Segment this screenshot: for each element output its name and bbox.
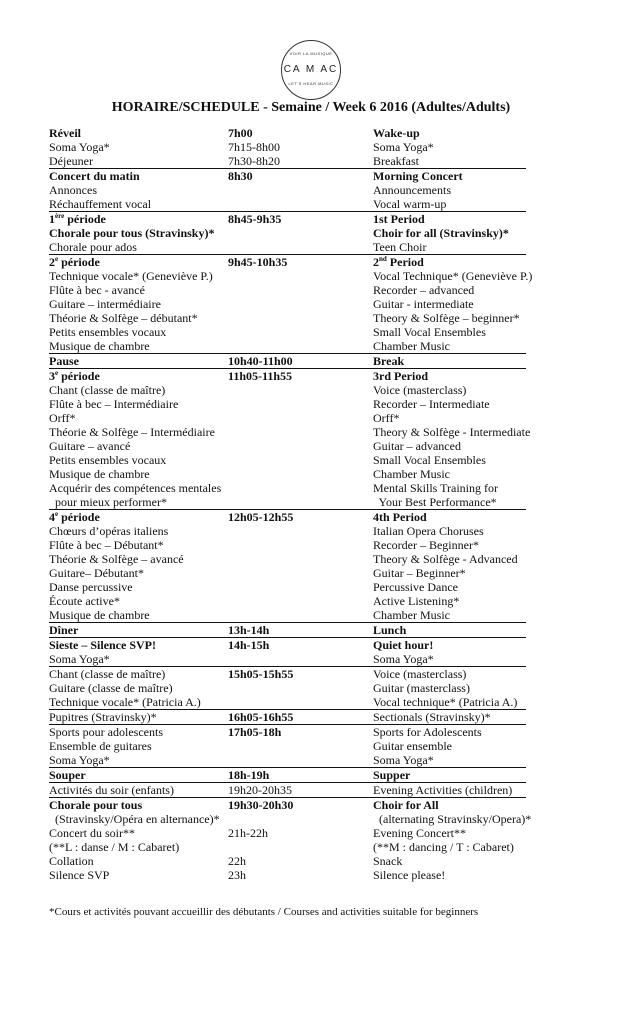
activity-time: [228, 566, 373, 580]
activity-en: Active Listening*: [373, 594, 460, 608]
activity-en: Supper: [373, 768, 411, 782]
activity-time: 16h05-16h55: [228, 710, 294, 724]
activity-fr: Souper: [49, 768, 86, 782]
activity-en: Evening Activities (children): [373, 783, 513, 797]
schedule-row: [49, 297, 526, 311]
activity-fr: Guitare (classe de maître): [49, 681, 173, 695]
activity-fr: Sieste – Silence SVP!: [49, 638, 156, 652]
schedule-row: [49, 868, 526, 882]
activity-en: Break: [373, 354, 405, 368]
activity-en: Silence please!: [373, 868, 446, 882]
activity-en: Choir for All: [373, 798, 439, 812]
activity-en: Recorder – Intermediate: [373, 397, 490, 411]
activity-en: (alternating Stravinsky/Opera)*: [373, 812, 532, 826]
activity-fr-text: 1: [49, 212, 55, 226]
schedule-row: [49, 840, 526, 854]
schedule-row: [49, 681, 526, 695]
activity-time: [228, 439, 373, 453]
activity-fr: Pause: [49, 354, 79, 368]
schedule-block: [49, 255, 533, 354]
activity-fr: Théorie & Solfège – débutant*: [49, 311, 198, 325]
activity-fr: Soma Yoga*: [49, 753, 110, 767]
activity-fr-text: 3: [49, 369, 55, 383]
activity-time: [228, 226, 373, 240]
schedule-row: [49, 397, 526, 411]
camac-logo: [281, 40, 341, 100]
activity-fr: Guitare– Débutant*: [49, 566, 144, 580]
activity-time: [228, 481, 373, 495]
schedule-row: [49, 783, 526, 797]
activity-en: Theory & Solfège - Intermediate: [373, 425, 531, 439]
schedule-row: [49, 126, 526, 140]
schedule-row: [49, 339, 526, 353]
schedule-row: [49, 269, 533, 283]
activity-en: Recorder – advanced: [373, 283, 475, 297]
activity-fr: Musique de chambre: [49, 467, 150, 481]
activity-time: [228, 552, 373, 566]
activity-time: [228, 397, 373, 411]
schedule-row: [49, 826, 526, 840]
activity-fr-suffix: période: [64, 212, 106, 226]
schedule-row: [49, 652, 526, 666]
schedule-block: [49, 783, 526, 798]
activity-time: [228, 197, 373, 211]
activity-time: [228, 383, 373, 397]
activity-fr-suffix: période: [58, 369, 100, 383]
activity-en: Guitar - intermediate: [373, 297, 474, 311]
schedule-row: [49, 695, 526, 709]
activity-en: 1st Period: [373, 212, 425, 226]
activity-time: [228, 608, 373, 622]
activity-en: (**M : dancing / T : Cabaret): [373, 840, 514, 854]
activity-fr: Ensemble de guitares: [49, 739, 152, 753]
activity-time: 8h30: [228, 169, 253, 183]
activity-time: [228, 753, 373, 767]
activity-fr-text: 4: [49, 510, 55, 524]
schedule-row: [49, 667, 526, 681]
schedule-row: [49, 325, 526, 339]
activity-en: Mental Skills Training for: [373, 481, 499, 495]
activity-time: 13h-14h: [228, 623, 270, 637]
schedule-row: [49, 594, 526, 608]
activity-fr: Guitare – intermédiaire: [49, 297, 161, 311]
schedule-row: [49, 140, 526, 154]
activity-time: [228, 538, 373, 552]
activity-time: [228, 411, 373, 425]
activity-fr-superscript: e: [55, 369, 59, 377]
activity-fr: Technique vocale* (Geneviève P.): [49, 269, 213, 283]
activity-time: 12h05-12h55: [228, 510, 294, 524]
schedule-row: [49, 510, 526, 524]
activity-en: Voice (masterclass): [373, 383, 467, 397]
logo-main-text: CA M AC: [283, 64, 339, 75]
schedule-row: [49, 439, 526, 453]
activity-time: [228, 495, 373, 509]
activity-time: 7h15-8h00: [228, 140, 280, 154]
schedule-row: [49, 453, 526, 467]
activity-time: [228, 594, 373, 608]
activity-fr: (Stravinsky/Opéra en alternance)*: [49, 812, 220, 826]
activity-fr: Collation: [49, 854, 94, 868]
activity-en: Sectionals (Stravinsky)*: [373, 710, 491, 724]
activity-time: [228, 652, 373, 666]
activity-en: Orff*: [373, 411, 400, 425]
activity-en: Sports for Adolescents: [373, 725, 482, 739]
schedule-row: [49, 812, 532, 826]
activity-fr: Théorie & Solfège – Intermédiaire: [49, 425, 215, 439]
schedule-row: [49, 710, 526, 724]
schedule-row: [49, 768, 526, 782]
activity-en: Guitar ensemble: [373, 739, 452, 753]
schedule-row: [49, 608, 526, 622]
activity-fr: Sports pour adolescents: [49, 725, 163, 739]
activity-fr: Annonces: [49, 183, 97, 197]
schedule-row: [49, 566, 526, 580]
activity-en: Italian Opera Choruses: [373, 524, 484, 538]
activity-en: Vocal Technique* (Geneviève P.): [373, 269, 533, 283]
activity-fr: Musique de chambre: [49, 608, 150, 622]
activity-en: [373, 255, 526, 269]
schedule-row: [49, 311, 526, 325]
activity-time: 18h-19h: [228, 768, 270, 782]
activity-en: Quiet hour!: [373, 638, 434, 652]
activity-fr: Guitare – avancé: [49, 439, 131, 453]
activity-en: Small Vocal Ensembles: [373, 453, 486, 467]
logo-top-text: VOIR LA MUSIQUE: [289, 51, 333, 56]
activity-time: [228, 283, 373, 297]
schedule-row: [49, 552, 526, 566]
activity-time: 7h30-8h20: [228, 154, 280, 168]
activity-fr: Flûte à bec – Débutant*: [49, 538, 164, 552]
activity-en: Evening Concert**: [373, 826, 466, 840]
activity-time: 19h20-20h35: [228, 783, 292, 797]
schedule-block: [49, 667, 526, 710]
activity-en: Guitar (masterclass): [373, 681, 470, 695]
activity-fr-superscript: e: [55, 510, 59, 518]
activity-en-superscript: nd: [379, 255, 387, 263]
schedule-block: [49, 369, 531, 510]
schedule-row: [49, 383, 526, 397]
activity-time: [228, 524, 373, 538]
activity-en: Recorder – Beginner*: [373, 538, 479, 552]
schedule-block: [49, 623, 526, 638]
activity-fr-suffix: période: [58, 255, 100, 269]
activity-fr: Orff*: [49, 411, 76, 425]
activity-fr: [49, 212, 228, 226]
schedule-row: [49, 580, 526, 594]
schedule-block: [49, 354, 526, 369]
activity-en: 4th Period: [373, 510, 427, 524]
activity-time: 23h: [228, 868, 246, 882]
activity-en: Guitar – advanced: [373, 439, 461, 453]
schedule-row: [49, 226, 526, 240]
activity-time: [228, 695, 373, 709]
activity-en: Your Best Performance*: [373, 495, 497, 509]
activity-time: [228, 325, 373, 339]
schedule-row: [49, 169, 526, 183]
schedule-row: [49, 197, 526, 211]
activity-time: [228, 840, 373, 854]
activity-time: [228, 812, 373, 826]
activity-fr: Réchauffement vocal: [49, 197, 152, 211]
activity-fr: Concert du soir**: [49, 826, 135, 840]
activity-en: Small Vocal Ensembles: [373, 325, 486, 339]
activity-fr: Soma Yoga*: [49, 140, 110, 154]
activity-time: [228, 311, 373, 325]
activity-en-text: 2: [373, 255, 379, 269]
activity-en: Announcements: [373, 183, 451, 197]
activity-en: Choir for all (Stravinsky)*: [373, 226, 509, 240]
schedule-row: [49, 240, 526, 254]
activity-en: Teen Choir: [373, 240, 427, 254]
activity-time: 21h-22h: [228, 826, 268, 840]
activity-fr: Petits ensembles vocaux: [49, 453, 167, 467]
activity-en: Voice (masterclass): [373, 667, 467, 681]
activity-fr: Chorale pour ados: [49, 240, 137, 254]
activity-en: Theory & Solfège - Advanced: [373, 552, 518, 566]
schedule-block: [49, 725, 526, 768]
activity-time: [228, 580, 373, 594]
activity-time: 14h-15h: [228, 638, 270, 652]
activity-fr-suffix: période: [58, 510, 100, 524]
schedule-row: [49, 538, 526, 552]
activity-en: Guitar – Beginner*: [373, 566, 466, 580]
activity-fr: Acquérir des compétences mentales: [49, 481, 222, 495]
activity-time: [228, 681, 373, 695]
activity-en: Soma Yoga*: [373, 140, 434, 154]
activity-en: Snack: [373, 854, 403, 868]
activity-fr: Activités du soir (enfants): [49, 783, 174, 797]
activity-en-suffix: Period: [386, 255, 424, 269]
activity-time: [228, 339, 373, 353]
activity-en: Soma Yoga*: [373, 753, 434, 767]
schedule-row: [49, 255, 526, 269]
schedule-block: [49, 212, 526, 255]
activity-fr-text: 2: [49, 255, 55, 269]
activity-en: Vocal warm-up: [373, 197, 447, 211]
activity-time: 22h: [228, 854, 246, 868]
activity-en: Vocal technique* (Patricia A.): [373, 695, 518, 709]
activity-fr-superscript: e: [55, 255, 59, 263]
schedule-row: [49, 154, 526, 168]
footnote: *Cours et activités pouvant accueillir des débutants / Courses and activities suitable for beginners: [49, 906, 479, 918]
activity-fr: pour mieux performer*: [49, 495, 167, 509]
activity-fr: Concert du matin: [49, 169, 140, 183]
schedule-block: [49, 798, 532, 882]
activity-en: Chamber Music: [373, 467, 450, 481]
activity-en: Theory & Solfège – beginner*: [373, 311, 520, 325]
activity-fr: [49, 510, 228, 524]
schedule-row: [49, 481, 526, 495]
activity-time: 19h30-20h30: [228, 798, 294, 812]
schedule-block: [49, 510, 526, 623]
activity-fr: Soma Yoga*: [49, 652, 110, 666]
schedule-row: [49, 495, 526, 509]
activity-time: [228, 453, 373, 467]
activity-en: Percussive Dance: [373, 580, 458, 594]
activity-en: 3rd Period: [373, 369, 428, 383]
schedule-row: [49, 638, 526, 652]
schedule-row: [49, 753, 526, 767]
activity-time: [228, 739, 373, 753]
activity-fr: Silence SVP: [49, 868, 110, 882]
schedule-row: [49, 623, 526, 637]
schedule-row: [49, 739, 526, 753]
activity-time: 17h05-18h: [228, 725, 282, 739]
logo-bottom-text: LET'S HEAR MUSIC: [288, 81, 334, 86]
activity-time: [228, 240, 373, 254]
schedule-row: [49, 425, 531, 439]
activity-en: Morning Concert: [373, 169, 463, 183]
activity-time: 11h05-11h55: [228, 369, 293, 383]
activity-time: [228, 183, 373, 197]
activity-time: 8h45-9h35: [228, 212, 282, 226]
schedule-row: [49, 467, 526, 481]
activity-time: 10h40-11h00: [228, 354, 293, 368]
activity-fr: Réveil: [49, 126, 81, 140]
schedule-block: [49, 126, 526, 169]
schedule-block: [49, 768, 526, 783]
activity-fr: Écoute active*: [49, 594, 120, 608]
schedule-row: [49, 369, 526, 383]
activity-fr: Flûte à bec - avancé: [49, 283, 145, 297]
activity-en: Lunch: [373, 623, 407, 637]
activity-fr: Chorale pour tous (Stravinsky)*: [49, 226, 215, 240]
schedule-row: [49, 524, 526, 538]
activity-fr: Chorale pour tous: [49, 798, 143, 812]
activity-time: 15h05-15h55: [228, 667, 294, 681]
activity-en: Chamber Music: [373, 339, 450, 353]
activity-fr: Théorie & Solfège – avancé: [49, 552, 184, 566]
activity-time: [228, 425, 373, 439]
schedule-row: [49, 354, 526, 368]
activity-fr: (**L : danse / M : Cabaret): [49, 840, 180, 854]
activity-fr: Technique vocale* (Patricia A.): [49, 695, 201, 709]
schedule-row: [49, 283, 526, 297]
schedule-row: [49, 183, 526, 197]
schedule-table: [49, 126, 533, 882]
activity-fr: Danse percussive: [49, 580, 133, 594]
activity-fr: Déjeuner: [49, 154, 93, 168]
schedule-row: [49, 725, 526, 739]
schedule-block: [49, 638, 526, 667]
schedule-row: [49, 212, 526, 226]
activity-time: [228, 297, 373, 311]
activity-fr: [49, 369, 228, 383]
schedule-row: [49, 798, 526, 812]
activity-fr: Petits ensembles vocaux: [49, 325, 167, 339]
activity-fr: Chant (classe de maître): [49, 383, 166, 397]
activity-fr: [49, 255, 228, 269]
activity-en: Chamber Music: [373, 608, 450, 622]
schedule-block: [49, 710, 526, 725]
schedule-row: [49, 411, 526, 425]
activity-en: Soma Yoga*: [373, 652, 434, 666]
activity-en: Breakfast: [373, 154, 419, 168]
schedule-row: [49, 854, 526, 868]
activity-fr: Musique de chambre: [49, 339, 150, 353]
activity-time: 9h45-10h35: [228, 255, 288, 269]
activity-fr: Pupitres (Stravinsky)*: [49, 710, 157, 724]
page-title: HORAIRE/SCHEDULE - Semaine / Week 6 2016 (Adultes/Adults): [111, 100, 511, 115]
activity-time: 7h00: [228, 126, 253, 140]
activity-fr: Chant (classe de maître): [49, 667, 166, 681]
schedule-block: [49, 169, 526, 212]
activity-en: Wake-up: [373, 126, 420, 140]
activity-fr-superscript: ère: [55, 212, 65, 220]
activity-time: [228, 269, 373, 283]
activity-fr: Chœurs d’opéras italiens: [49, 524, 169, 538]
activity-time: [228, 467, 373, 481]
activity-fr: Dîner: [49, 623, 79, 637]
activity-fr: Flûte à bec – Intermédiaire: [49, 397, 179, 411]
